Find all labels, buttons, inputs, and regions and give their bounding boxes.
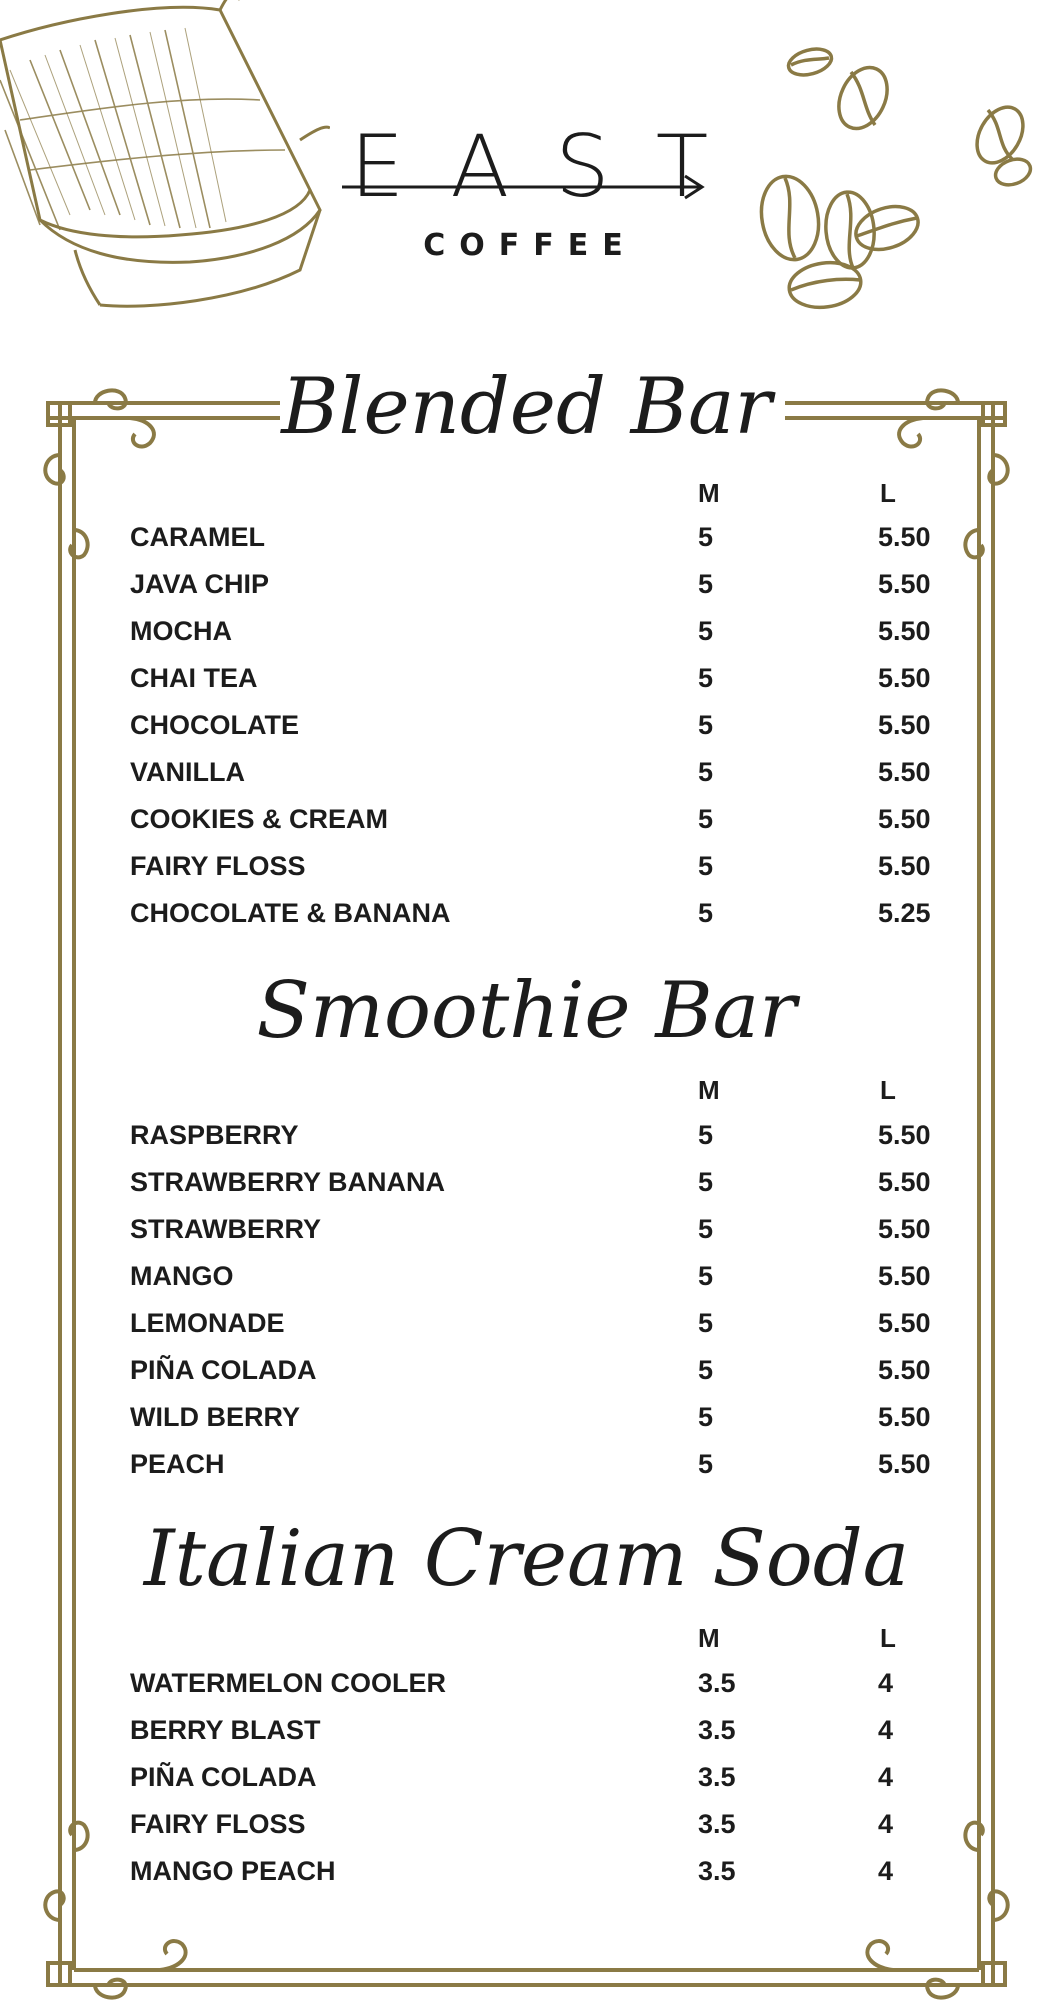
menu-item-price-m: 5: [698, 569, 714, 599]
menu-item-price-m: 5: [698, 710, 714, 740]
menu-item-name: CHAI TEA: [130, 663, 258, 693]
menu-item-price-l: 5.50: [878, 1355, 931, 1385]
menu-item-name: PIÑA COLADA: [130, 1355, 317, 1385]
menu-item-name: COOKIES & CREAM: [130, 804, 389, 834]
menu-item-price-m: 5: [698, 1355, 714, 1385]
menu-item-price-m: 3.5: [698, 1668, 736, 1698]
menu-item-row: [130, 851, 950, 891]
menu-item-price-l: 5.50: [878, 804, 931, 834]
menu-item-row: [130, 1214, 950, 1254]
menu-item-name: BERRY BLAST: [130, 1715, 321, 1745]
menu-item-row: [130, 1762, 950, 1802]
menu-item-price-l: 5.25: [878, 898, 931, 928]
menu-item-price-m: 5: [698, 898, 714, 928]
menu-item-price-l: 5.50: [878, 1261, 931, 1291]
menu-item-price-m: 5: [698, 1402, 714, 1432]
column-header-m: M: [698, 1075, 720, 1105]
menu-item-price-m: 5: [698, 1120, 714, 1150]
menu-item-name: CARAMEL: [130, 522, 265, 552]
menu-item-name: WATERMELON COOLER: [130, 1668, 446, 1698]
menu-item-name: PIÑA COLADA: [130, 1762, 317, 1792]
menu-item-row: [130, 1355, 950, 1395]
menu-item-name: CHOCOLATE & BANANA: [130, 898, 451, 928]
menu-item-price-l: 5.50: [878, 1449, 931, 1479]
column-header-m: M: [698, 478, 720, 508]
menu-item-price-m: 3.5: [698, 1715, 736, 1745]
menu-item-price-l: 4: [878, 1715, 894, 1745]
menu-item-row: [130, 1261, 950, 1301]
menu-item-row: [130, 522, 950, 562]
menu-item-price-m: 5: [698, 1167, 714, 1197]
logo-name: EAST: [350, 117, 755, 217]
menu-item-price-l: 5.50: [878, 757, 931, 787]
menu-item-price-l: 5.50: [878, 522, 931, 552]
menu-item-price-m: 5: [698, 851, 714, 881]
section-title-smoothie-bar: Smoothie Bar: [256, 966, 797, 1056]
menu-item-name: JAVA CHIP: [130, 569, 270, 599]
menu-item-row: [130, 898, 950, 938]
menu-item-row: [130, 1308, 950, 1348]
menu-item-name: VANILLA: [130, 757, 245, 787]
menu-item-price-m: 5: [698, 757, 714, 787]
section-title-blended-bar: Blended Bar: [281, 362, 772, 452]
menu-item-price-m: 5: [698, 1261, 714, 1291]
menu-item-price-m: 5: [698, 616, 714, 646]
menu-item-price-l: 4: [878, 1809, 894, 1839]
coffee-pot-illustration: [0, 0, 330, 320]
logo: [340, 117, 755, 270]
menu-item-price-m: 3.5: [698, 1809, 736, 1839]
column-header-l: L: [880, 1623, 896, 1653]
menu-item-name: CHOCOLATE: [130, 710, 299, 740]
menu-item-price-l: 5.50: [878, 1214, 931, 1244]
menu-item-name: STRAWBERRY BANANA: [130, 1167, 446, 1197]
column-header-l: L: [880, 1075, 896, 1105]
menu-item-price-l: 5.50: [878, 663, 931, 693]
column-header-l: L: [880, 478, 896, 508]
menu-item-name: RASPBERRY: [130, 1120, 299, 1150]
menu-item-price-m: 5: [698, 1449, 714, 1479]
menu-item-price-l: 5.50: [878, 851, 931, 881]
coffee-beans-illustration: [745, 40, 1045, 320]
menu-item-price-m: 5: [698, 1214, 714, 1244]
menu-item-name: MOCHA: [130, 616, 232, 646]
menu-item-price-l: 5.50: [878, 1402, 931, 1432]
menu-item-row: [130, 569, 950, 609]
menu-item-name: WILD BERRY: [130, 1402, 300, 1432]
menu-item-name: MANGO PEACH: [130, 1856, 336, 1886]
menu-item-price-m: 5: [698, 804, 714, 834]
menu-item-row: [130, 1449, 950, 1489]
menu-item-price-m: 3.5: [698, 1856, 736, 1886]
menu-item-price-l: 5.50: [878, 1167, 931, 1197]
column-header-m: M: [698, 1623, 720, 1653]
section-title-italian-cream-soda: Italian Cream Soda: [143, 1514, 910, 1604]
menu-item-row: [130, 663, 950, 703]
menu-item-name: LEMONADE: [130, 1308, 285, 1338]
menu-item-price-l: 4: [878, 1668, 894, 1698]
menu-item-name: FAIRY FLOSS: [130, 1809, 306, 1839]
menu-item-row: [130, 616, 950, 656]
menu-item-row: [130, 1167, 950, 1207]
menu-item-price-l: 5.50: [878, 710, 931, 740]
menu-item-row: [130, 804, 950, 844]
menu-item-price-m: 5: [698, 522, 714, 552]
menu-item-name: MANGO: [130, 1261, 234, 1291]
menu-item-price-l: 5.50: [878, 1308, 931, 1338]
menu-item-price-l: 4: [878, 1856, 894, 1886]
menu-item-row: [130, 1402, 950, 1442]
logo-sub: COFFEE: [423, 228, 637, 263]
menu-item-row: [130, 710, 950, 750]
menu-item-row: [130, 1856, 950, 1896]
menu-item-row: [130, 757, 950, 797]
menu-item-row: [130, 1809, 950, 1849]
menu-item-price-l: 5.50: [878, 1120, 931, 1150]
menu-item-price-l: 5.50: [878, 569, 931, 599]
menu-item-price-l: 4: [878, 1762, 894, 1792]
menu-item-name: PEACH: [130, 1449, 225, 1479]
menu-item-name: STRAWBERRY: [130, 1214, 322, 1244]
menu-item-price-m: 3.5: [698, 1762, 736, 1792]
menu-item-name: FAIRY FLOSS: [130, 851, 306, 881]
menu-item-price-m: 5: [698, 1308, 714, 1338]
menu-item-row: [130, 1668, 950, 1708]
menu-item-row: [130, 1120, 950, 1160]
menu-item-price-m: 5: [698, 663, 714, 693]
menu-item-price-l: 5.50: [878, 616, 931, 646]
menu-item-row: [130, 1715, 950, 1755]
logo-arrow: [340, 172, 710, 202]
